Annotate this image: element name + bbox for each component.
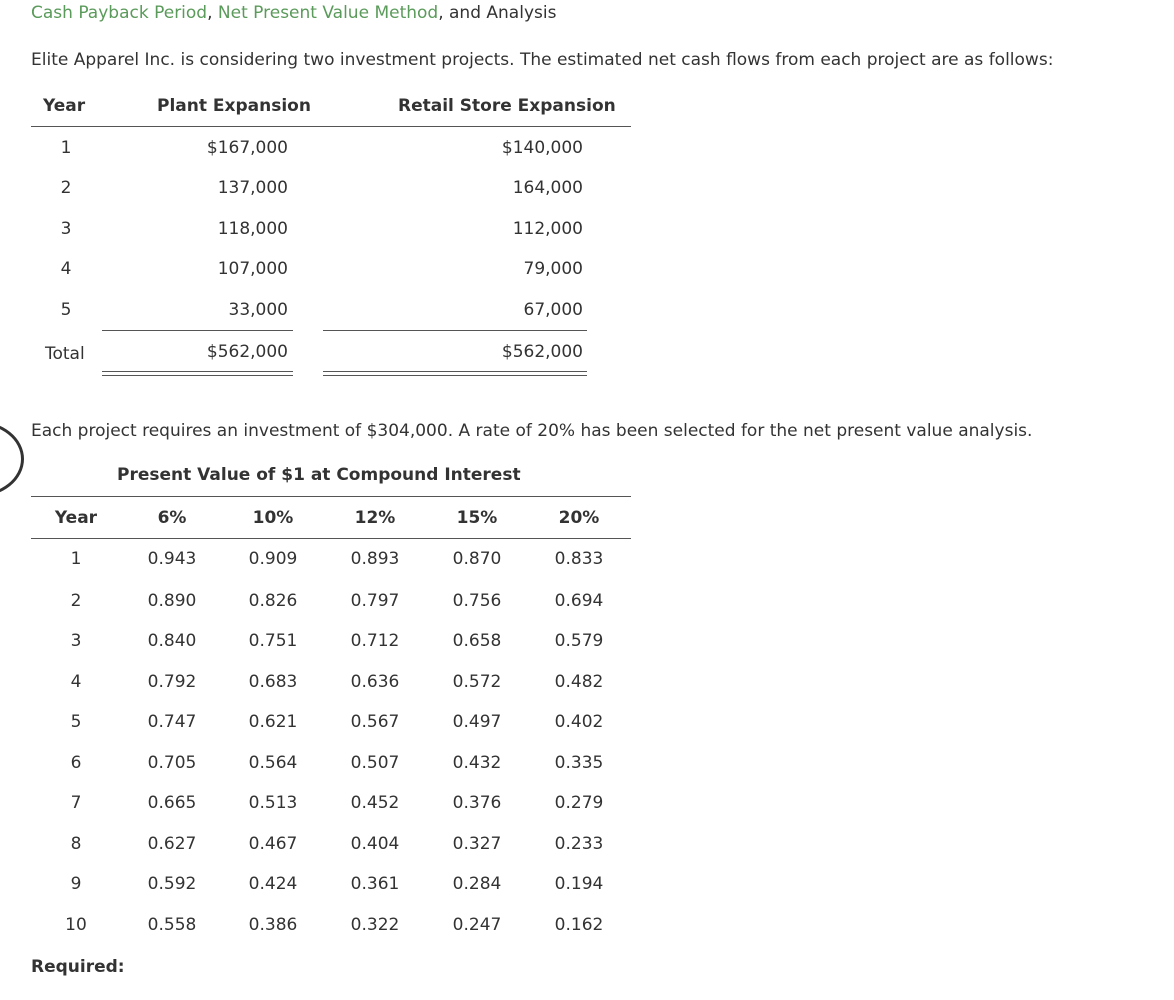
cashflow-header-plant: Plant Expansion [157,96,311,116]
pv-header-rate: 6% [157,508,187,528]
intro-text: Elite Apparel Inc. is considering two investment projects. The estimated net cash flows from each project are as follows: [31,50,1054,70]
pv-factor-cell: 0.162 [554,915,604,935]
cashflow-total-plant: $562,000 [206,342,288,362]
cashflow-retail-cell: 164,000 [512,178,583,198]
pv-factor-cell: 0.665 [147,793,197,813]
pv-factor-cell: 0.247 [452,915,502,935]
cashflow-retail-cell: 112,000 [512,219,583,239]
pv-factor-cell: 0.194 [554,874,604,894]
pv-factor-cell: 0.361 [350,874,400,894]
pv-factor-cell: 0.870 [452,549,502,569]
pv-factor-cell: 0.386 [248,915,298,935]
cashflow-year-cell: 1 [60,138,72,158]
cashflow-plant-cell: 33,000 [228,300,288,320]
pv-factor-cell: 0.890 [147,591,197,611]
page-title [31,3,556,23]
pv-factor-cell: 0.452 [350,793,400,813]
pv-factor-cell: 0.840 [147,631,197,651]
pv-year-cell: 10 [65,915,87,935]
cashflow-total-label: Total [45,344,85,364]
cashflow-header-year: Year [43,96,86,116]
pv-factor-cell: 0.507 [350,753,400,773]
pv-header-rate: 15% [456,508,498,528]
total-double-rule-retail [323,371,587,376]
cashflow-year-cell: 4 [60,259,72,279]
pv-factor-cell: 0.322 [350,915,400,935]
cashflow-year-cell: 2 [60,178,72,198]
required-label: Required: [31,957,125,977]
pv-factor-cell: 0.558 [147,915,197,935]
header-rule [31,126,631,127]
pv-factor-cell: 0.404 [350,834,400,854]
pv-factor-cell: 0.893 [350,549,400,569]
pv-year-cell: 8 [70,834,82,854]
pv-factor-cell: 0.826 [248,591,298,611]
link-cash-payback-period[interactable]: Cash Payback Period [31,3,208,23]
pv-factor-cell: 0.567 [350,712,400,732]
pv-factor-cell: 0.694 [554,591,604,611]
pv-year-cell: 3 [70,631,82,651]
pv-factor-cell: 0.424 [248,874,298,894]
pv-factor-cell: 0.658 [452,631,502,651]
cashflow-retail-cell: $140,000 [501,138,583,158]
cashflow-year-cell: 3 [60,219,72,239]
pv-factor-cell: 0.712 [350,631,400,651]
pv-factor-cell: 0.705 [147,753,197,773]
pv-factor-cell: 0.627 [147,834,197,854]
pv-factor-cell: 0.327 [452,834,502,854]
pv-header-rate: 10% [252,508,294,528]
pv-year-cell: 7 [70,793,82,813]
cashflow-total-retail: $562,000 [501,342,583,362]
pv-factor-cell: 0.376 [452,793,502,813]
pv-factor-cell: 0.482 [554,672,604,692]
total-double-rule-plant [102,371,293,376]
cashflow-year-cell: 5 [60,300,72,320]
investment-text: Each project requires an investment of $304,000. A rate of 20% has been selected for the net present value analysis. [31,421,1033,441]
pv-table-title: Present Value of $1 at Compound Interest [117,465,521,485]
pv-factor-cell: 0.683 [248,672,298,692]
cashflow-plant-cell: $167,000 [206,138,288,158]
pv-header-rule [31,538,631,539]
pv-year-cell: 5 [70,712,82,732]
pv-factor-cell: 0.564 [248,753,298,773]
pv-factor-cell: 0.756 [452,591,502,611]
pv-factor-cell: 0.592 [147,874,197,894]
title-separator: , [207,3,218,23]
pv-factor-cell: 0.432 [452,753,502,773]
pv-header-year: Year [54,508,98,528]
pv-factor-cell: 0.402 [554,712,604,732]
cashflow-retail-cell: 67,000 [523,300,583,320]
pv-top-rule [31,496,631,497]
title-suffix: , and Analysis [438,3,557,23]
pv-factor-cell: 0.279 [554,793,604,813]
subtotal-rule-retail [323,330,587,331]
pv-year-cell: 1 [70,549,82,569]
link-net-present-value-method[interactable]: Net Present Value Method [217,3,439,23]
pv-factor-cell: 0.579 [554,631,604,651]
cashflow-retail-cell: 79,000 [523,259,583,279]
pv-factor-cell: 0.636 [350,672,400,692]
pv-factor-cell: 0.284 [452,874,502,894]
pv-factor-cell: 0.572 [452,672,502,692]
pv-factor-cell: 0.621 [248,712,298,732]
pv-factor-cell: 0.467 [248,834,298,854]
pv-factor-cell: 0.751 [248,631,298,651]
pv-factor-cell: 0.233 [554,834,604,854]
pv-header-rate: 12% [354,508,396,528]
cashflow-header-retail: Retail Store Expansion [398,96,616,116]
pv-factor-cell: 0.797 [350,591,400,611]
circle-marker [0,421,24,497]
pv-factor-cell: 0.747 [147,712,197,732]
pv-factor-cell: 0.513 [248,793,298,813]
pv-year-cell: 6 [70,753,82,773]
subtotal-rule-plant [102,330,293,331]
cashflow-plant-cell: 137,000 [217,178,288,198]
pv-year-cell: 2 [70,591,82,611]
pv-year-cell: 9 [70,874,82,894]
pv-factor-cell: 0.909 [248,549,298,569]
pv-header-rate: 20% [558,508,600,528]
cashflow-plant-cell: 118,000 [217,219,288,239]
pv-factor-cell: 0.943 [147,549,197,569]
cashflow-plant-cell: 107,000 [217,259,288,279]
pv-factor-cell: 0.833 [554,549,604,569]
pv-factor-cell: 0.335 [554,753,604,773]
pv-factor-cell: 0.792 [147,672,197,692]
pv-year-cell: 4 [70,672,82,692]
pv-factor-cell: 0.497 [452,712,502,732]
